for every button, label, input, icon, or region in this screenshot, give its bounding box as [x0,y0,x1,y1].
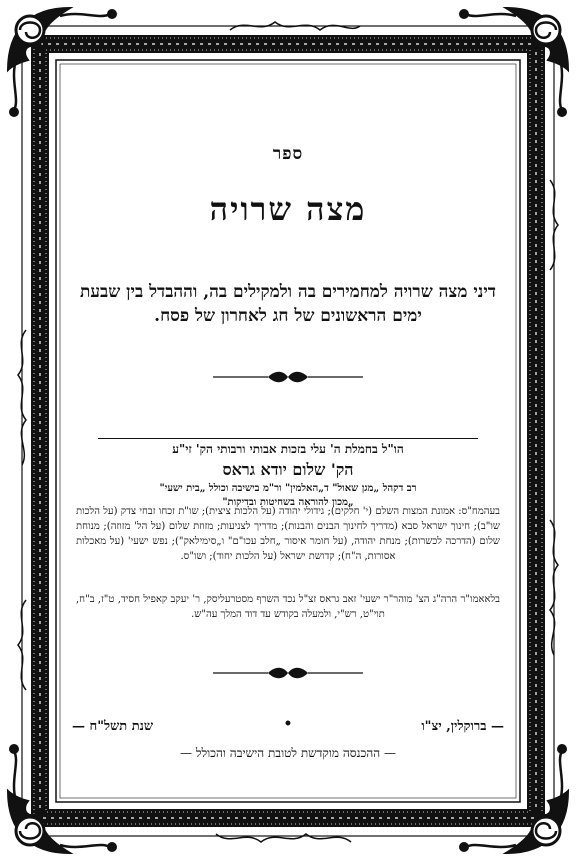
publication-place: — ברוקלין, יצ"ו [421,719,504,734]
author-name: הק' שלום יודא גראס [222,460,354,479]
ornamental-divider-bottom [213,666,363,680]
book-label: ספר [272,144,304,164]
section-rule [98,438,478,439]
dedication: בלאאמו"ר הרה"ג הצ' מוהר"ר ישעי' זאב גראס זצ"ל נכד השרף מסטרעליסק, ר' יעקב קאפיל חסיד, ט"ז, ב"ח, תוי"ט, רש"י, ולמעלה בקודש עד דוד המלך עה"ש. [76,594,500,620]
author-works: בעהמח"ס: אמונת המצות השלם (י' חלקים); גידולי יהודה (על הלכות ציצית); שו"ת זכחו זבחי צדק (על הלכות שו"ב); חינוך ישראל סבא (מדריך לחינוך הבנים והבנות); מדריך לצניעות; מזוזת שלום (על הל' מזוזה); מנוחת שלום (הדרכה לכשרות); מנחת יהודה, (על חומר איסור „חלב עכו"ם" ו„סימילאק"); נפש ישעי' (על מאכלות אסורות, ה"ח); קדושת ישראל (על הלכות יחוד); ושו"ס. [76,506,500,562]
proceeds-note: — ההכנסה מוקדשת לטובת הישיבה והכולל — [180,746,396,760]
book-title: מצה שרויה [209,190,367,228]
title-page-content [68,72,508,780]
book-subtitle: דיני מצה שרויה למחמירים בה ולמקילים בה, וההבדל בין שבעת ימים הראשונים של חג לאחרון של פסח. [80,282,496,326]
imprint [72,718,504,736]
rav-line: רב דקהל „מגן שאול" ד„האלמין" ור"מ בישיבה וכולל „בית ישעי" [159,483,417,494]
separator-dot: • [283,716,293,732]
side-ornament-bottom [216,834,351,842]
publication-year: שנת תשל"ח — [72,719,154,734]
institute-line: „מכון להוראה בשחיטות ובדיקות" [222,497,354,508]
side-ornament-top [230,22,360,30]
ornamental-divider-top [213,370,363,384]
memorial-line: הו"ל בחמלת ה' עלי בזכות אבותי ורבותי הק' זי"ע [172,442,404,456]
